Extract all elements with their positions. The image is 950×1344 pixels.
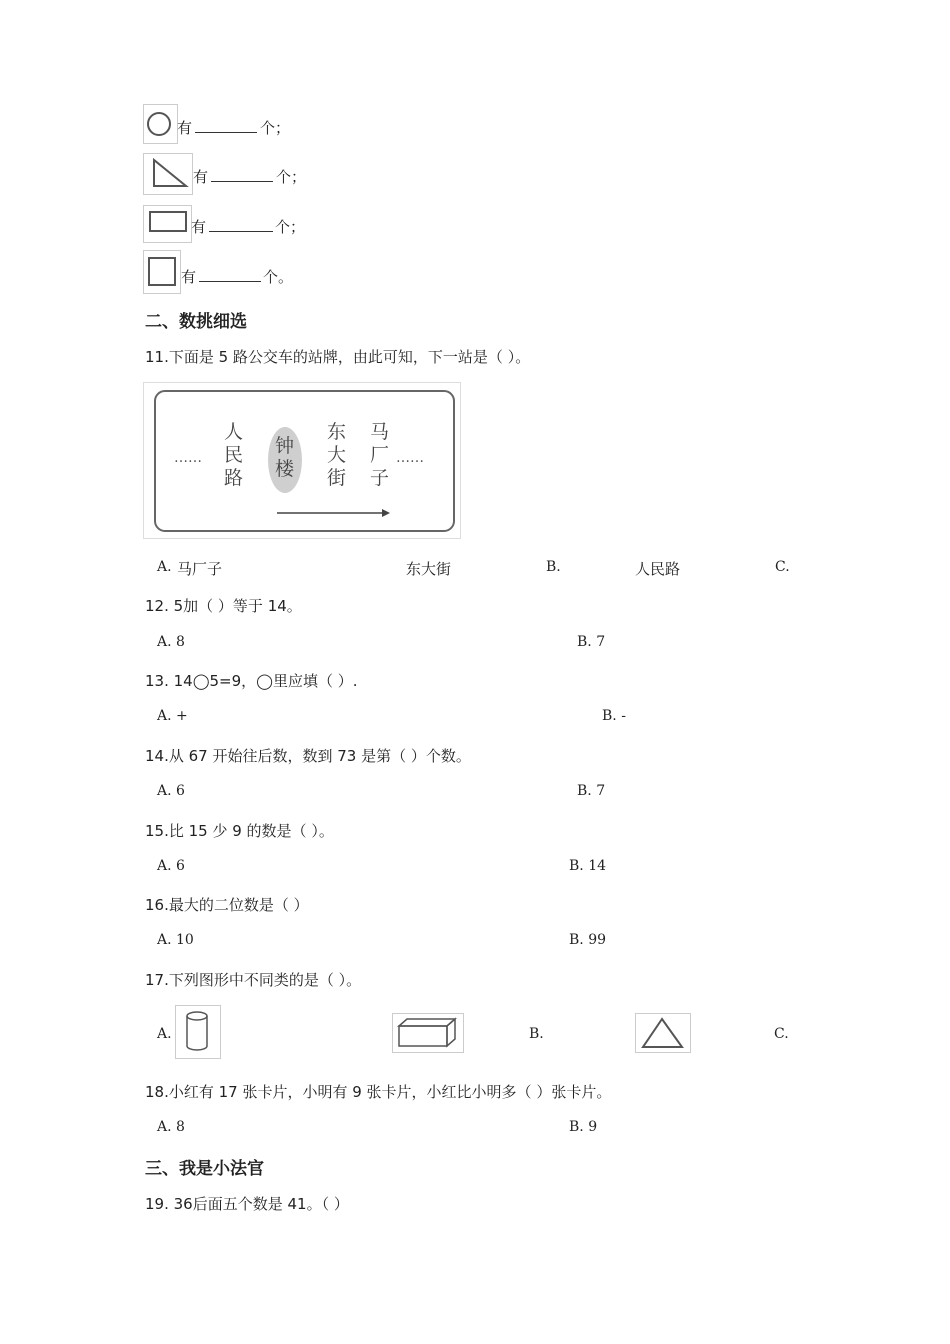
count-prefix: 有	[193, 168, 209, 186]
option-a[interactable]: A. 6	[157, 858, 185, 874]
option-text[interactable]: 东大街	[406, 560, 452, 578]
question-15: 15.比 15 少 9 的数是（ ）。	[145, 822, 334, 840]
rectangle-icon	[143, 205, 192, 243]
cylinder-icon[interactable]	[175, 1005, 221, 1059]
answer-blank[interactable]	[211, 167, 273, 182]
dots-left: ……	[174, 450, 202, 466]
stop-dongdajie: 东大街	[327, 421, 347, 489]
square-icon	[143, 250, 181, 294]
count-suffix: 个；	[260, 119, 291, 137]
question-12: 12. 5加（ ）等于 14。	[145, 597, 302, 615]
triangle-icon[interactable]	[635, 1013, 691, 1053]
circle-icon	[143, 104, 178, 144]
option-b[interactable]: B. -	[602, 708, 626, 724]
option-c-letter[interactable]: C.	[774, 1026, 789, 1042]
question-13: 13. 14◯5=9，◯里应填（ ）.	[145, 672, 358, 690]
question-19: 19. 36后面五个数是 41。（ ）	[145, 1195, 349, 1213]
option-a-letter[interactable]: A.	[157, 1026, 172, 1042]
count-prefix: 有	[181, 268, 197, 286]
option-a[interactable]: A. 8	[157, 1119, 185, 1135]
option-a[interactable]: A. 10	[157, 932, 194, 948]
option-b-letter[interactable]: B.	[529, 1026, 544, 1042]
right-triangle-icon	[143, 153, 193, 195]
count-prefix: 有	[177, 119, 193, 137]
option-b[interactable]: B. 7	[577, 634, 606, 650]
stop-machangzi: 马厂子	[370, 421, 390, 489]
option-a[interactable]: A. +	[157, 708, 188, 724]
option-a-text[interactable]: 马厂子	[177, 560, 223, 578]
option-b[interactable]: B. 9	[569, 1119, 598, 1135]
dots-right: ……	[396, 450, 424, 466]
section-title: 二、数挑细选	[145, 312, 247, 332]
option-b[interactable]: B. 14	[569, 858, 607, 874]
count-suffix: 个。	[263, 268, 294, 286]
question-18: 18.小红有 17 张卡片，小明有 9 张卡片，小红比小明多（ ）张卡片。	[145, 1083, 612, 1101]
count-prefix: 有	[191, 218, 207, 236]
stop-renminlu: 人民路	[224, 421, 244, 489]
answer-blank[interactable]	[199, 267, 261, 282]
stop-zhonglou-current: 钟楼	[275, 435, 295, 480]
count-suffix: 个；	[276, 168, 307, 186]
count-suffix: 个；	[275, 218, 306, 236]
option-text[interactable]: 人民路	[635, 560, 681, 578]
option-b-letter[interactable]: B.	[546, 559, 561, 575]
cuboid-icon[interactable]	[392, 1013, 464, 1053]
option-c-letter[interactable]: C.	[775, 559, 790, 575]
option-a[interactable]: A. 8	[157, 634, 185, 650]
option-a-letter[interactable]: A.	[157, 559, 172, 575]
bus-stop-sign	[143, 382, 461, 539]
section-title: 三、我是小法官	[145, 1159, 264, 1179]
option-b[interactable]: B. 99	[569, 932, 607, 948]
question-17: 17.下列图形中不同类的是（ ）。	[145, 971, 362, 989]
question-11: 11.下面是 5 路公交车的站牌，由此可知，下一站是（ ）。	[145, 348, 531, 366]
question-14: 14.从 67 开始往后数，数到 73 是第（ ）个数。	[145, 747, 471, 765]
question-16: 16.最大的二位数是（ ）	[145, 896, 309, 914]
answer-blank[interactable]	[195, 118, 257, 133]
option-b[interactable]: B. 7	[577, 783, 606, 799]
option-a[interactable]: A. 6	[157, 783, 185, 799]
answer-blank[interactable]	[209, 217, 273, 232]
